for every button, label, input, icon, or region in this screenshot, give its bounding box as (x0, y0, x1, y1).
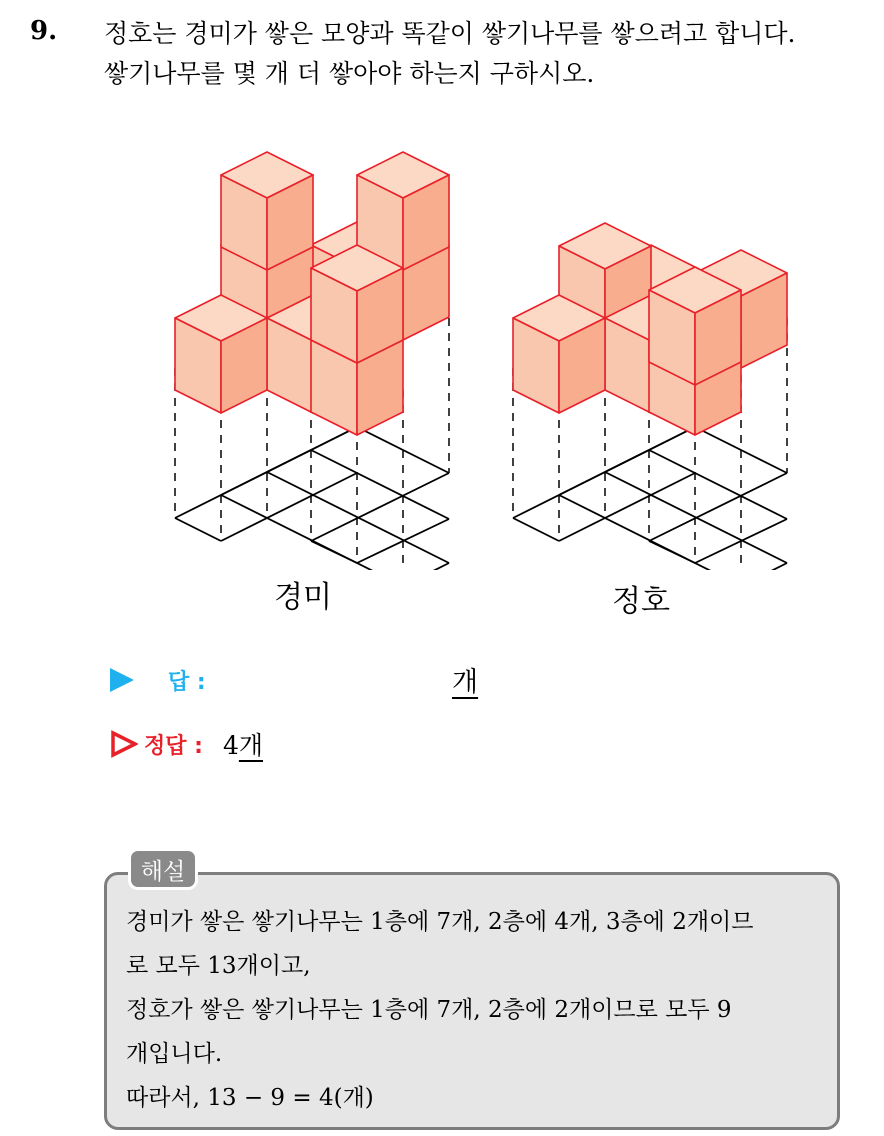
right-figure-label: 정호 (612, 584, 670, 619)
question-line-2: 쌓기나무를 몇 개 더 쌓아야 하는지 구하시오. (104, 59, 595, 88)
solution-label: 정답 : (144, 733, 203, 759)
play-triangle-icon (110, 668, 134, 692)
left-figure-label: 경미 (274, 580, 332, 615)
question-number: 9. (30, 16, 58, 46)
answer-row (110, 660, 206, 700)
question-line-1: 정호는 경미가 쌓은 모양과 똑같이 쌓기나무를 쌓으려고 합니다. (104, 19, 796, 48)
solution-number: 4 (222, 731, 239, 760)
left-cubes (175, 152, 449, 435)
explanation-line: 경미가 쌓은 쌓기나무는 1층에 7개, 2층에 4개, 3층에 2개이므 (126, 909, 754, 935)
explanation-line: 개입니다. (126, 1041, 223, 1067)
explanation-line: 정호가 쌓은 쌓기나무는 1층에 7개, 2층에 2개이므로 모두 9 (126, 997, 732, 1023)
outline-triangle-icon (110, 730, 138, 758)
right-base-grid (513, 404, 787, 570)
right-cubes (513, 223, 787, 435)
cube-figures (0, 130, 884, 570)
solution-row (110, 724, 263, 764)
explanation-tag: 해설 (128, 848, 198, 890)
question-text (104, 14, 874, 94)
left-base-grid (175, 404, 449, 570)
solution-unit: 개 (238, 731, 264, 760)
answer-label: 답 : (168, 669, 206, 695)
explanation-line: 로 모두 13개이고, (126, 953, 311, 979)
explanation-text (126, 900, 832, 1120)
explanation-line: 따라서, 13 − 9 = 4(개) (126, 1085, 374, 1111)
solution-value (223, 726, 263, 762)
answer-blank-unit[interactable]: 개 (452, 667, 479, 698)
